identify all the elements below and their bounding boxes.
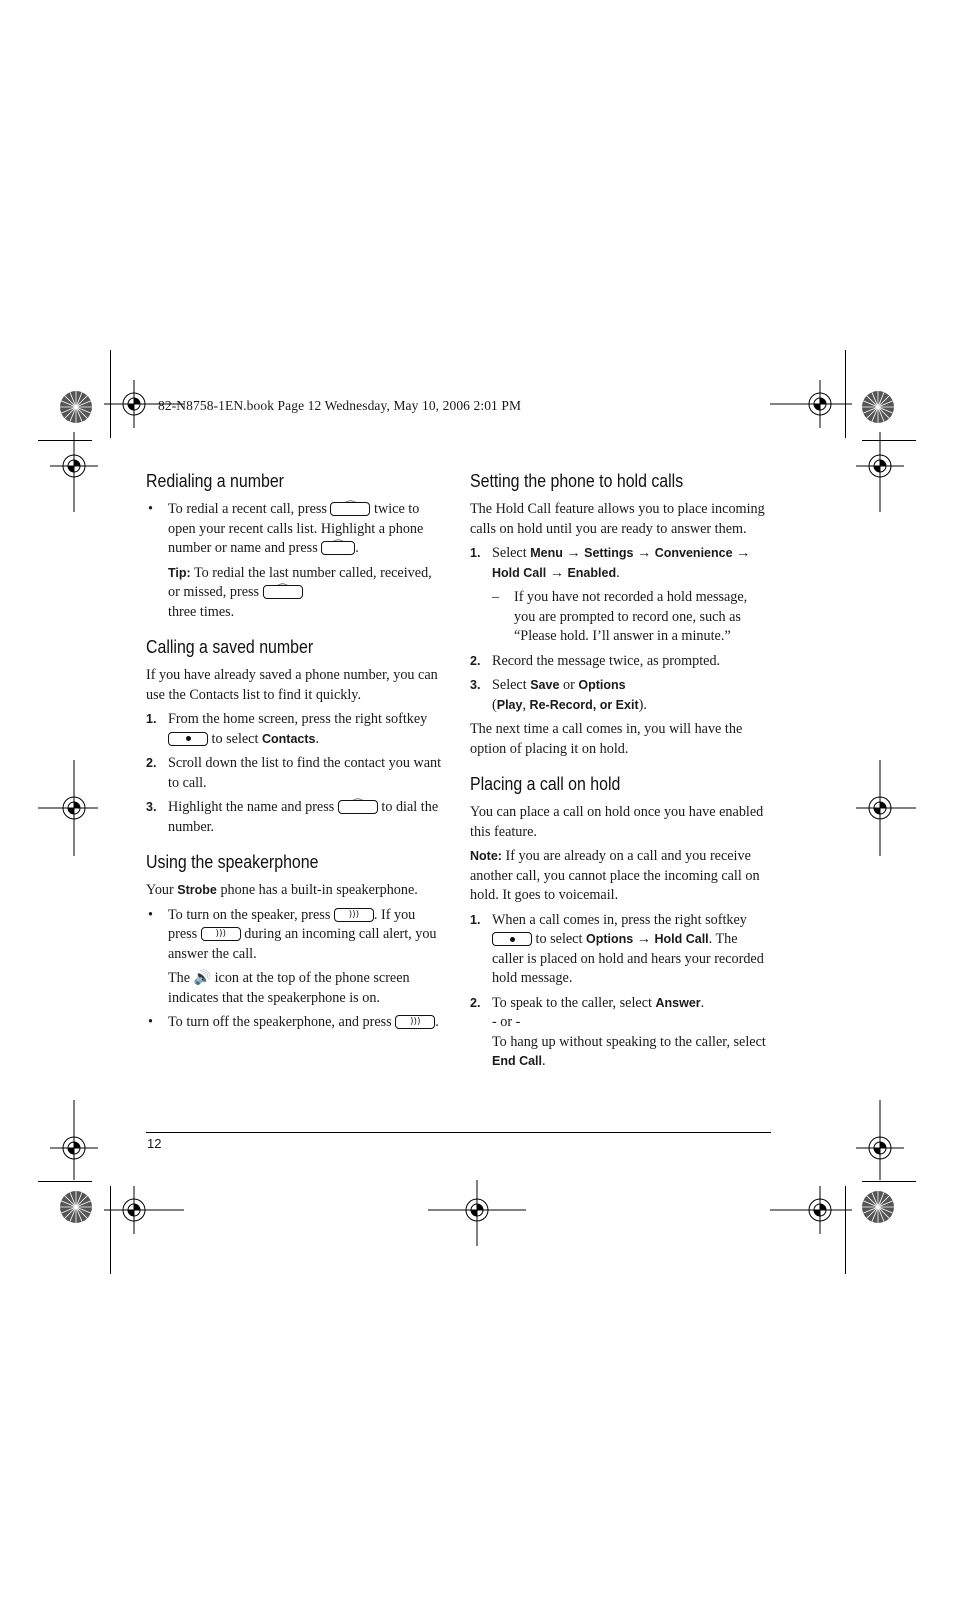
paragraph: Your Strobe phone has a built-in speakerphone. xyxy=(146,882,418,898)
color-bar-icon xyxy=(60,1191,92,1223)
section-placing-hold xyxy=(470,773,768,1072)
step-item: 2. Scroll down the list to find the contact you want to call. xyxy=(146,755,442,791)
section-speakerphone xyxy=(146,851,446,1033)
speaker-key-icon: ))) xyxy=(334,908,374,922)
paragraph: If you have already saved a phone number, you can use the Contacts list to find it quickly. xyxy=(146,667,438,703)
tip: Tip: To redial the last number called, received, or missed, press ⌒ three times. xyxy=(168,564,432,620)
footer-rule xyxy=(146,1132,771,1133)
step-item: 2. To speak to the caller, select Answer. - or - To hang up without speaking to the caller, select End Call. xyxy=(470,994,766,1069)
note: Note: If you are already on a call and you receive another call, you cannot place the incoming call on hold. It goes to voicemail. xyxy=(470,848,760,903)
bullet-item: • To redial a recent call, press ⌒ twice to open your recent calls list. Highlight a phone number or name and press ⌒ . xyxy=(146,500,446,559)
phone-send-key-icon: ⌒ xyxy=(338,800,378,814)
speaker-key-icon: ))) xyxy=(395,1015,435,1029)
step-item: 3. Highlight the name and press ⌒ to dial the number. xyxy=(146,798,439,835)
book-info-header: 82-N8758-1EN.book Page 12 Wednesday, May 10, 2006 2:01 PM xyxy=(158,398,522,413)
right-softkey-icon xyxy=(492,932,532,946)
step-item: 1. Select Menu → Settings → Convenience → Hold Call → Enabled. xyxy=(470,545,751,581)
left-column xyxy=(146,470,446,1047)
step-item: 1. From the home screen, press the right softkey to select Contacts. xyxy=(146,711,428,747)
speakerphone-icon: 🔊 xyxy=(193,970,212,986)
step-item: 1. When a call comes in, press the right softkey to select Options → Hold Call. The caller is placed on hold and hears your recorded hold message. xyxy=(470,911,764,986)
speaker-note: The 🔊 icon at the top of the phone screen indicates that the speakerphone is on. xyxy=(168,970,410,1006)
color-bar-icon xyxy=(862,1191,894,1223)
step-item: 2. Record the message twice, as prompted. xyxy=(470,652,721,669)
section-redialing xyxy=(146,470,446,622)
bullet-item: • To turn on the speaker, press ))) . If you press ))) during an incoming call alert, you answer the call. xyxy=(146,906,446,965)
paragraph: The next time a call comes in, you will have the option of placing it on hold. xyxy=(470,721,743,757)
sub-item: – If you have not recorded a hold message, you are prompted to record one, such as “Please hold. I’ll answer in a minute.” xyxy=(492,589,748,644)
phone-send-key-icon: ⌒ xyxy=(263,585,303,599)
speaker-key-icon: ))) xyxy=(201,927,241,941)
paragraph: You can place a call on hold once you have enabled this feature. xyxy=(470,804,764,840)
phone-send-key-icon: ⌒ xyxy=(330,502,370,516)
section-heading: Using the speakerphone xyxy=(146,851,319,872)
section-heading: Calling a saved number xyxy=(146,636,314,657)
color-bar-icon xyxy=(60,391,92,423)
right-column xyxy=(470,470,768,1086)
section-heading: Redialing a number xyxy=(146,470,284,491)
page-number: 12 xyxy=(147,1136,162,1151)
paragraph: The Hold Call feature allows you to place incoming calls on hold until you are ready to answer them. xyxy=(470,501,765,537)
section-heading: Placing a call on hold xyxy=(470,773,621,794)
section-calling-saved xyxy=(146,636,446,837)
right-softkey-icon xyxy=(168,732,208,746)
section-hold-calls xyxy=(470,470,768,759)
section-heading: Setting the phone to hold calls xyxy=(470,470,684,491)
color-bar-icon xyxy=(862,391,894,423)
phone-send-key-icon: ⌒ xyxy=(321,541,355,555)
bullet-item: • To turn off the speakerphone, and press ))) . xyxy=(146,1013,446,1033)
step-item: 3. Select Save or Options (Play, Re-Record, or Exit). xyxy=(470,677,647,713)
